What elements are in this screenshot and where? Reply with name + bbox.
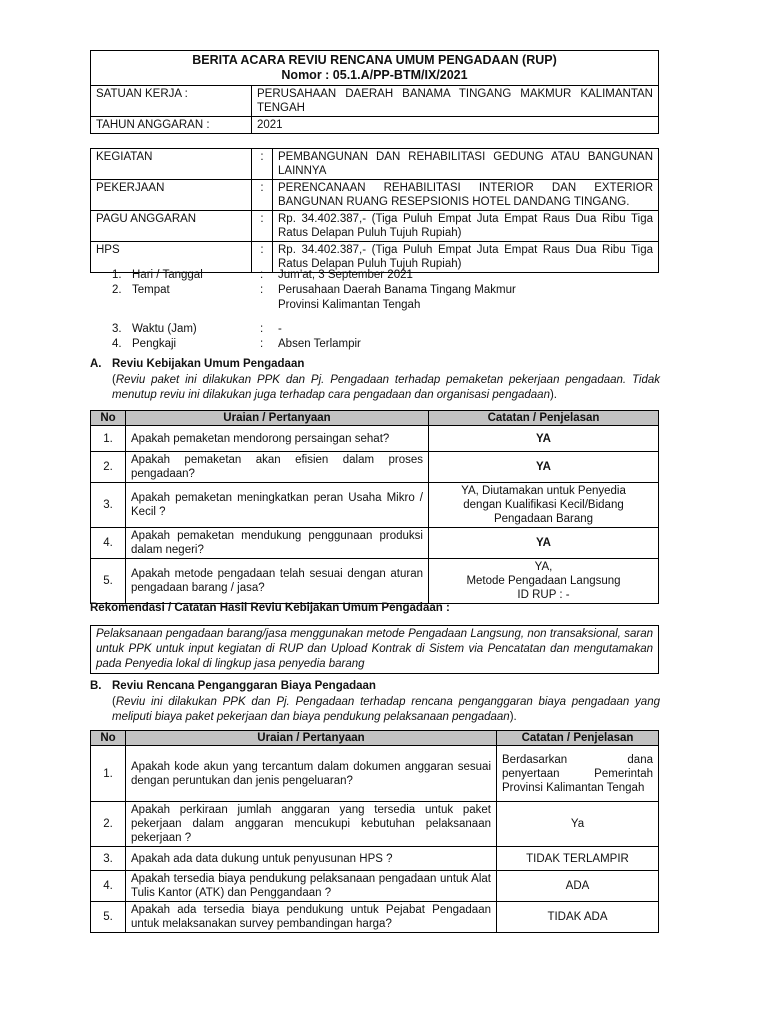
note-text: Reviu ini dilakukan PPK dan Pj. Pengadaan terhadap rencana penganggaran biaya pengadaan yang meliputi biaya paket pekerjaan dan biaya pendukung pelaksanaan pengadaan (112, 696, 660, 723)
note-text: Reviu paket ini dilakukan PPK dan Pj. Pengadaan terhadap pemaketan pekerjaan pengadaan. Tidak menutup reviu ini dilakukan juga terhadap cara pengadaan dan organisasi pengadaan (112, 374, 660, 401)
waktu-value: - (278, 323, 282, 335)
col-question-header: Uraian / Pertanyaan (126, 731, 497, 746)
section-a-table (90, 410, 659, 604)
info-row (91, 180, 659, 211)
answer-line: dengan Kualifikasi Kecil/Bidang (463, 499, 624, 511)
tahun-anggaran-value: 2021 (252, 117, 659, 134)
separator (260, 298, 278, 313)
waktu-label: Waktu (Jam) (132, 323, 197, 335)
row-question: Apakah pemaketan meningkatkan peran Usaha Mikro / Kecil ? (126, 483, 429, 528)
separator: : (260, 269, 264, 281)
item-number (112, 298, 132, 313)
row-number: 1. (91, 746, 126, 802)
item-number: 4. (112, 338, 122, 350)
tahun-anggaran-label: TAHUN ANGGARAN : (91, 117, 252, 134)
table-row (91, 559, 659, 604)
row-answer: TIDAK ADA (497, 902, 659, 933)
rekomendasi-box: Pelaksanaan pengadaan barang/jasa menggunakan metode Pengadaan Langsung, non transaksional, saran untuk PPK untuk input kegiatan di RUP dan Upload Kontrak di Sistem via Pencatatan dan mengutamakan pada Penyedia lokal di lingkup jasa penyedia barang (90, 625, 659, 674)
row-answer: Berdasarkan dana penyertaan Pemerintah Provinsi Kalimantan Tengah (497, 746, 659, 802)
hps-label: HPS (91, 242, 252, 273)
row-number: 5. (91, 902, 126, 933)
meeting-row (112, 283, 632, 298)
tempat-label: Tempat (132, 284, 170, 296)
row-question: Apakah kode akun yang tercantum dalam dokumen anggaran sesuai dengan peruntukan dan jenis pengeluaran? (126, 746, 497, 802)
row-question: Apakah perkiraan jumlah anggaran yang tersedia untuk paket pekerjaan dalam anggaran mencukupi kebutuhan pelaksanaan pekerjaan ? (126, 802, 497, 847)
table-row (91, 847, 659, 871)
table-row (91, 483, 659, 528)
row-answer (429, 528, 659, 559)
table-row (91, 426, 659, 452)
doc-number: Nomor : 05.1.A/PP-BTM/IX/2021 (91, 68, 659, 86)
answer-line: YA (536, 537, 551, 549)
table-row (91, 746, 659, 802)
info-row (91, 149, 659, 180)
pengkaji-label: Pengkaji (132, 338, 177, 350)
answer-line: YA, Diutamakan untuk Penyedia (461, 485, 626, 497)
pagu-anggaran-label: PAGU ANGGARAN (91, 211, 252, 242)
row-question: Apakah ada data dukung untuk penyusunan HPS ? (126, 847, 497, 871)
meeting-row (112, 268, 632, 283)
separator: : (260, 323, 264, 335)
meeting-row (112, 322, 632, 337)
row-answer (429, 483, 659, 528)
satuan-kerja-label: SATUAN KERJA : (91, 86, 252, 117)
row-answer (429, 426, 659, 452)
item-number: 3. (112, 323, 122, 335)
answer-line: Metode Pengadaan Langsung (466, 575, 621, 587)
table-row (91, 802, 659, 847)
row-number: 1. (91, 426, 126, 452)
table-row (91, 871, 659, 902)
row-number: 5. (91, 559, 126, 604)
paren-open: ( (112, 374, 116, 386)
doc-title: BERITA ACARA REVIU RENCANA UMUM PENGADAAN (RUP) (91, 51, 659, 69)
col-answer-header: Catatan / Penjelasan (429, 411, 659, 426)
tempat-value: Perusahaan Daerah Banama Tingang Makmur (278, 284, 516, 296)
pagu-anggaran-value: Rp. 34.402.387,- (Tiga Puluh Empat Juta Empat Raus Dua Ribu Tiga Ratus Delapan Puluh Tujuh Rupiah) (273, 211, 659, 242)
separator: : (252, 211, 273, 242)
section-b-heading (90, 680, 376, 692)
section-b-note (112, 695, 660, 725)
row-number: 4. (91, 528, 126, 559)
row-number: 2. (91, 452, 126, 483)
col-no-header: No (91, 411, 126, 426)
row-question: Apakah pemaketan mendukung penggunaan produksi dalam negeri? (126, 528, 429, 559)
info-table (90, 148, 659, 273)
separator: : (252, 242, 273, 273)
rekomendasi-title: Rekomendasi / Catatan Hasil Reviu Kebijakan Umum Pengadaan : (90, 602, 450, 614)
kegiatan-label: KEGIATAN (91, 149, 252, 180)
paren-open: ( (112, 696, 116, 708)
item-number: 2. (112, 284, 122, 296)
section-b-table (90, 730, 659, 933)
meeting-details (112, 268, 632, 352)
row-question: Apakah pemaketan mendorong persaingan sehat? (126, 426, 429, 452)
row-question: Apakah pemaketan akan efisien dalam proses pengadaan? (126, 452, 429, 483)
paren-close: ). (549, 389, 557, 401)
meeting-row (112, 298, 632, 313)
row-question: Apakah tersedia biaya pendukung pelaksanaan pengadaan untuk Alat Tulis Kantor (ATK) dan Penggandaan ? (126, 871, 497, 902)
section-a-heading (90, 358, 304, 370)
section-letter: B. (90, 680, 102, 692)
col-no-header: No (91, 731, 126, 746)
pekerjaan-label: PEKERJAAN (91, 180, 252, 211)
table-row (91, 528, 659, 559)
section-title: Reviu Kebijakan Umum Pengadaan (112, 358, 305, 370)
row-answer: TIDAK TERLAMPIR (497, 847, 659, 871)
section-a-note (112, 373, 660, 403)
empty-label (132, 298, 260, 313)
separator: : (252, 149, 273, 180)
tempat-value-cont: Provinsi Kalimantan Tengah (278, 299, 421, 311)
separator: : (260, 338, 264, 350)
table-row (91, 902, 659, 933)
row-question: Apakah ada tersedia biaya pendukung untuk Pejabat Pengadaan untuk melaksanakan survey pembandingan harga? (126, 902, 497, 933)
paren-close: ). (509, 711, 517, 723)
answer-line: ID RUP : - (517, 589, 570, 601)
row-question: Apakah metode pengadaan telah sesuai dengan aturan pengadaan barang / jasa? (126, 559, 429, 604)
row-number: 4. (91, 871, 126, 902)
item-number: 1. (112, 269, 122, 281)
col-question-header: Uraian / Pertanyaan (126, 411, 429, 426)
row-answer (429, 559, 659, 604)
col-answer-header: Catatan / Penjelasan (497, 731, 659, 746)
meeting-row (112, 337, 632, 352)
row-number: 2. (91, 802, 126, 847)
info-row (91, 211, 659, 242)
satuan-kerja-value: PERUSAHAAN DAERAH BANAMA TINGANG MAKMUR KALIMANTAN TENGAH (252, 86, 659, 117)
row-answer: Ya (497, 802, 659, 847)
row-answer (429, 452, 659, 483)
hps-value: Rp. 34.402.387,- (Tiga Puluh Empat Juta Empat Raus Dua Ribu Tiga Ratus Delapan Puluh Tujuh Rupiah) (273, 242, 659, 273)
kegiatan-value: PEMBANGUNAN DAN REHABILITASI GEDUNG ATAU BANGUNAN LAINNYA (273, 149, 659, 180)
answer-line: YA (536, 432, 551, 445)
answer-line: YA (536, 461, 551, 473)
separator: : (252, 180, 273, 211)
table-row (91, 452, 659, 483)
row-number: 3. (91, 847, 126, 871)
section-title: Reviu Rencana Penganggaran Biaya Pengadaan (112, 680, 376, 692)
hari-tanggal-value: Jum’at, 3 September 2021 (278, 269, 413, 281)
hari-tanggal-label: Hari / Tanggal (132, 269, 203, 281)
pengkaji-value: Absen Terlampir (278, 338, 361, 350)
separator: : (260, 284, 264, 296)
row-number: 3. (91, 483, 126, 528)
row-answer: ADA (497, 871, 659, 902)
pekerjaan-value: PERENCANAAN REHABILITASI INTERIOR DAN EXTERIOR BANGUNAN RUANG RESEPSIONIS HOTEL DANDANG TINGANG. (273, 180, 659, 211)
answer-line: Pengadaan Barang (493, 513, 594, 525)
answer-line: YA, (534, 561, 553, 573)
section-letter: A. (90, 358, 102, 370)
header-table (90, 50, 659, 134)
